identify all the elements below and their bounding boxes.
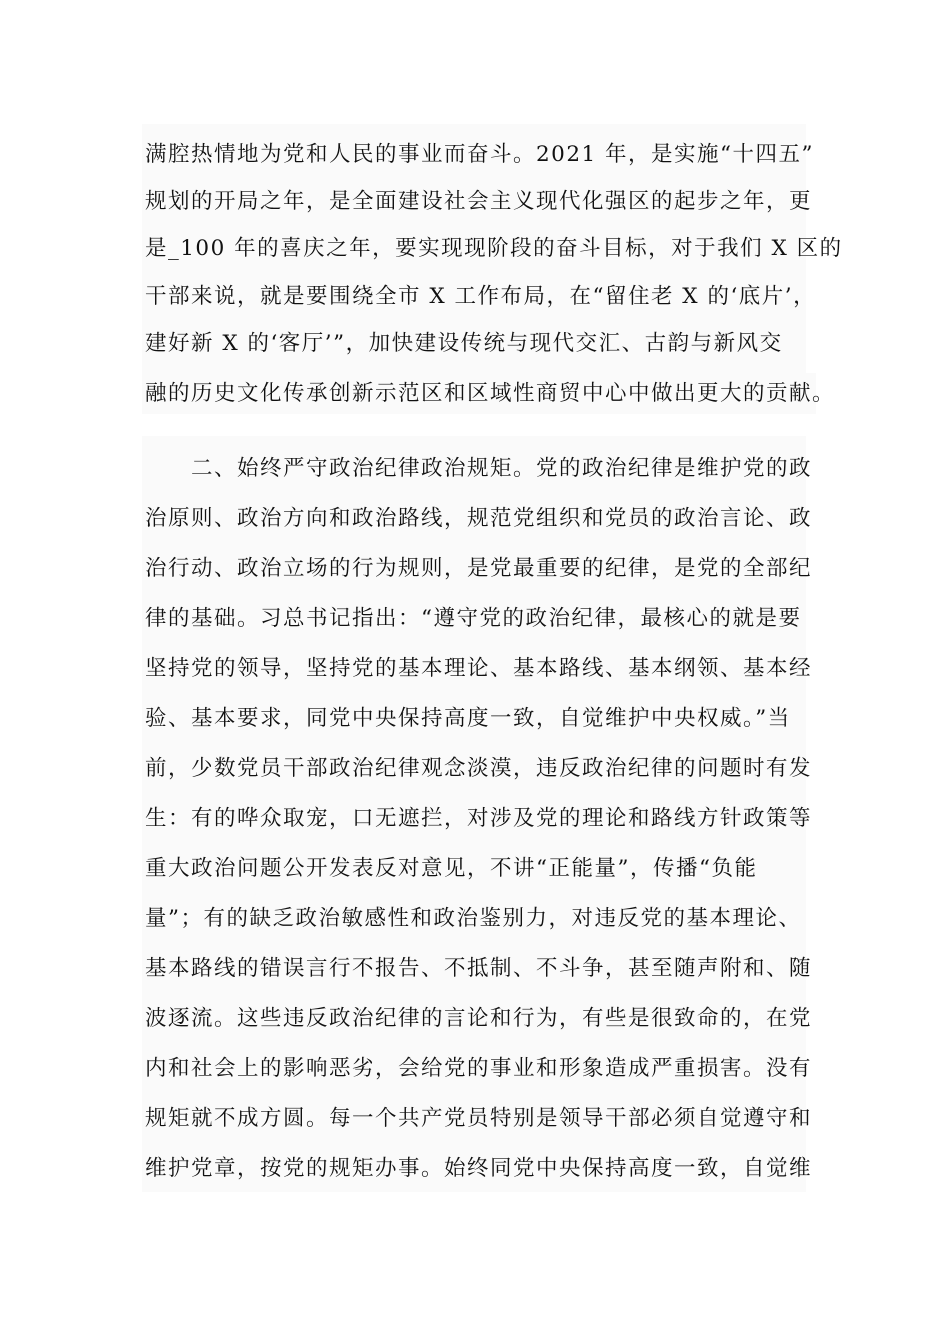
text-line: 维护党章，按党的规矩办事。始终同党中央保持高度一致，自觉维 xyxy=(145,1156,813,1181)
text-line: 量”；有的缺乏政治敏感性和政治鉴别力，对违反党的基本理论、 xyxy=(145,906,802,931)
text-line: 内和社会上的影响恶劣，会给党的事业和形象造成严重损害。没有 xyxy=(145,1056,813,1081)
text-line: 是_100 年的喜庆之年，要实现现阶段的奋斗目标，对于我们 X 区的 xyxy=(145,236,843,261)
text-line: 治原则、政治方向和政治路线，规范党组织和党员的政治言论、政 xyxy=(145,506,813,531)
text-line: 坚持党的领导，坚持党的基本理论、基本路线、基本纲领、基本经 xyxy=(145,656,813,681)
text-line: 规矩就不成方圆。每一个共产党员特别是领导干部必须自觉遵守和 xyxy=(145,1106,813,1131)
text-line: 波逐流。这些违反政治纪律的言论和行为，有些是很致命的，在党 xyxy=(145,1006,813,1031)
text-line: 规划的开局之年，是全面建设社会主义现代化强区的起步之年，更 xyxy=(145,189,813,214)
text-line: 干部来说，就是要围绕全市 X 工作布局，在“留住老 X 的‘底片’， xyxy=(145,284,817,309)
text-line: 验、基本要求，同党中央保持高度一致，自觉维护中央权威。”当 xyxy=(145,706,791,731)
text-line: 生：有的哗众取宠，口无遮拦，对涉及党的理论和路线方针政策等 xyxy=(145,806,813,831)
text-line: 重大政治问题公开发表反对意见，不讲“正能量”，传播“负能 xyxy=(145,856,758,881)
text-line: 融的历史文化传承创新示范区和区域性商贸中心中做出更大的贡献。 xyxy=(145,381,836,406)
text-line: 满腔热情地为党和人民的事业而奋斗。2021 年，是实施“十四五” xyxy=(145,142,815,167)
text-line: 前，少数党员干部政治纪律观念淡漠，违反政治纪律的问题时有发 xyxy=(145,756,813,781)
text-line: 治行动、政治立场的行为规则，是党最重要的纪律，是党的全部纪 xyxy=(145,556,813,581)
text-line: 建好新 X 的‘客厅’”，加快建设传统与现代交汇、古韵与新风交 xyxy=(145,331,783,356)
text-line: 律的基础。习总书记指出：“遵守党的政治纪律，最核心的就是要 xyxy=(145,606,802,631)
text-line: 二、始终严守政治纪律政治规矩。党的政治纪律是维护党的政 xyxy=(145,456,813,481)
text-line: 基本路线的错误言行不报告、不抵制、不斗争，甚至随声附和、随 xyxy=(145,956,813,981)
